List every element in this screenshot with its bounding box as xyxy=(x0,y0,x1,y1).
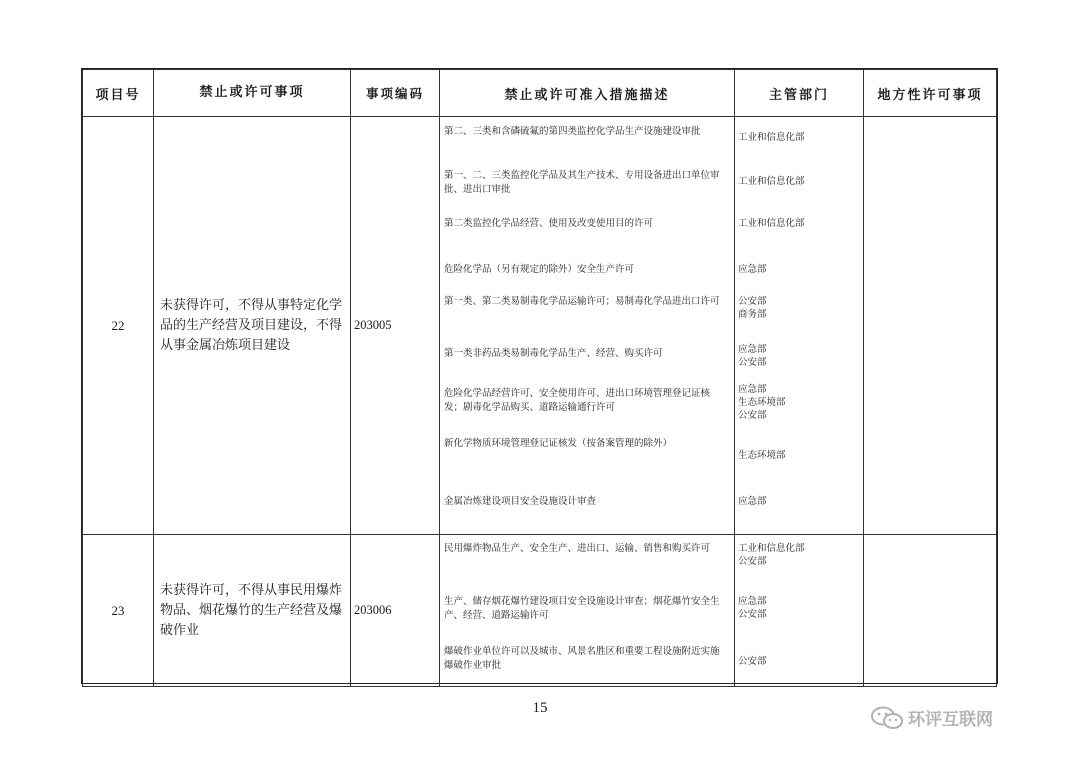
watermark-text: 环评互联网 xyxy=(908,710,993,730)
measure-item xyxy=(440,125,863,144)
measure-description: 民用爆炸物品生产、安全生产、进出口、运输、销售和购买许可 xyxy=(444,543,711,554)
measure-description: 爆破作业单位许可以及城市、风景名胜区和重要工程设施附近实施爆破作业审批 xyxy=(444,646,720,671)
measure-description: 危险化学品经营许可、安全使用许可、进出口环境管理登记证核发；剧毒化学品购买、道路运输通行许可 xyxy=(444,388,711,413)
table-header-row xyxy=(83,70,997,117)
row-code: 203005 xyxy=(351,117,440,535)
regulation-table xyxy=(82,69,997,687)
row-local-item xyxy=(864,535,997,687)
table-row xyxy=(83,535,997,687)
page-number: 15 xyxy=(532,700,548,716)
measure-department: 应急部 公安部 xyxy=(738,596,767,620)
measure-department: 工业和信息化部 xyxy=(738,132,805,143)
measure-item xyxy=(440,169,863,197)
measure-item xyxy=(440,495,863,509)
header-department: 主管部门 xyxy=(735,70,864,117)
measure-item xyxy=(440,437,863,462)
measure-department: 公安部 商务部 xyxy=(738,296,767,320)
measure-description: 金属冶炼建设项目安全设施设计审查 xyxy=(444,496,597,507)
header-local-item: 地方性许可事项 xyxy=(864,70,997,117)
measure-description: 危险化学品（另有规定的除外）安全生产许可 xyxy=(444,264,635,275)
measure-department: 公安部 xyxy=(738,656,767,667)
measure-item xyxy=(440,295,863,321)
measure-department: 生态环境部 xyxy=(738,450,786,461)
row-measures xyxy=(440,535,864,687)
measure-description: 第二、三类和含磷硫氟的第四类监控化学品生产设施建设审批 xyxy=(444,126,701,137)
measure-department: 工业和信息化部 公安部 xyxy=(738,543,805,567)
header-item-number: 项目号 xyxy=(83,70,154,117)
measure-department: 工业和信息化部 xyxy=(738,218,805,229)
regulation-table-frame xyxy=(81,68,998,684)
measure-department: 工业和信息化部 xyxy=(738,176,805,187)
watermark xyxy=(870,705,993,730)
row-number: 23 xyxy=(83,535,154,687)
row-measures xyxy=(440,117,864,535)
measure-description: 生产、储存烟花爆竹建设项目安全设施设计审查；烟花爆竹安全生产、经营、道路运输许可 xyxy=(444,596,720,621)
row-code: 203006 xyxy=(351,535,440,687)
measure-department: 应急部 xyxy=(738,496,767,507)
measure-description: 第一类、第二类易制毒化学品运输许可；易制毒化学品进出口许可 xyxy=(444,296,720,307)
row-number: 22 xyxy=(83,117,154,535)
row-item: 未获得许可，不得从事民用爆炸物品、烟花爆竹的生产经营及爆破作业 xyxy=(154,535,351,687)
measure-item xyxy=(440,383,863,422)
measure-item xyxy=(440,343,863,369)
measure-item xyxy=(440,263,863,277)
row-local-item xyxy=(864,117,997,535)
header-description: 禁止或许可准入措施描述 xyxy=(440,70,735,117)
measure-department: 应急部 xyxy=(738,264,767,275)
header-code: 事项编码 xyxy=(351,70,440,117)
measure-item xyxy=(440,217,863,231)
measure-description: 第一、二、三类监控化学品及其生产技术、专用设备进出口单位审批、进出口审批 xyxy=(444,170,720,195)
measure-department: 应急部 生态环境部 公安部 xyxy=(738,384,786,421)
measure-description: 新化学物质环境管理登记证核发（按备案管理的除外） xyxy=(444,438,673,449)
measure-item xyxy=(440,645,863,673)
measure-description: 第二类监控化学品经营、使用及改变使用目的许可 xyxy=(444,218,654,229)
measure-description: 第一类非药品类易制毒化学品生产、经营、购买许可 xyxy=(444,348,663,359)
row-item: 未获得许可，不得从事特定化学品的生产经营及项目建设，不得从事金属冶炼项目建设 xyxy=(154,117,351,535)
table-row xyxy=(83,117,997,535)
measure-item xyxy=(440,595,863,623)
measure-item xyxy=(440,542,863,568)
header-item: 禁止或许可事项 xyxy=(154,70,351,117)
wechat-icon xyxy=(870,706,904,730)
measure-department: 应急部 公安部 xyxy=(738,344,767,368)
